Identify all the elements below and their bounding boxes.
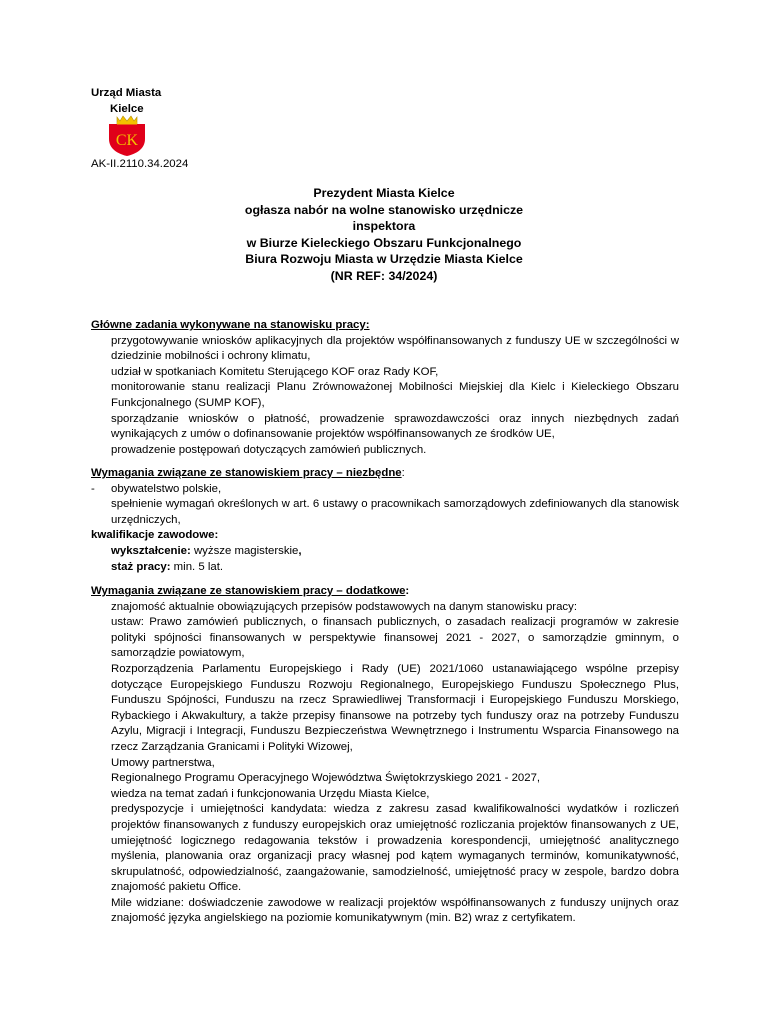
list-item-text: obywatelstwo polskie, <box>111 482 222 495</box>
required-section <box>91 466 679 575</box>
list-item: sporządzanie wniosków o płatność, prowadzenie sprawozdawczości oraz innych niezbędnych zadań wynikających z umów o dofinansowanie projektów współfinansowanych ze środków UE, <box>111 412 679 441</box>
additional-heading: Wymagania związane ze stanowiskiem pracy – dodatkowe <box>91 585 406 597</box>
list-item: przygotowywanie wniosków aplikacyjnych dla projektów współfinansowanych z funduszy UE w szczególności w dziedzinie mobilności i ochrony klimatu, <box>111 334 679 363</box>
title-line: w Biurze Kieleckiego Obszaru Funkcjonalnego <box>246 235 522 250</box>
list-item: ustaw: Prawo zamówień publicznych, o finansach publicznych, o zasadach realizacji programów w zakresie polityki spójności finansowanych w perspektywie finansowej 2021 - 2027, o samorządzie gminnym, o samorządzie powiatowym, <box>111 616 679 660</box>
list-item: spełnienie wymagań określonych w art. 6 ustawy o pracownikach samorządowych zdefiniowanych dla stanowisk urzędniczych, <box>111 498 679 526</box>
required-heading-colon: : <box>401 467 405 479</box>
org-name-line2: Kielce <box>110 102 144 115</box>
education-value: wyższe magisterskie <box>190 544 299 557</box>
list-item: prowadzenie postępowań dotyczących zamówień publicznych. <box>111 443 427 456</box>
additional-heading-line <box>91 584 679 600</box>
required-heading: Wymagania związane ze stanowiskiem pracy – niezbędne <box>91 467 402 479</box>
list-item: predyspozycje i umiejętności kandydata: wiedza z zakresu zasad kwalifikowalności wydatków i rozliczeń projektów finansowanych z funduszy europejskich oraz umiejętność rozliczania projektów finansowanych z UE, umiejętność logicznego redagowania tekstów i prowadzenia korespondencji, umiejętność analitycznego myślenia, planowania oraz organizacji pracy własnej pod kątem wymaganych terminów, komunikatywność, skrupulatność, odpowiedzialność, zaangażowanie, samodzielność, umiejętność pracy w zespole, bardzo dobra znajomość pakietu Office. <box>111 803 679 894</box>
dash-bullet: - <box>91 482 95 495</box>
list-item: Umowy partnerstwa, <box>111 756 215 769</box>
reference-number: AK-II.2110.34.2024 <box>91 158 189 170</box>
org-name-line1: Urząd Miasta <box>91 87 162 99</box>
experience-line <box>91 560 679 576</box>
list-item: Mile widziane: doświadczenie zawodowe w realizacji projektów współfinansowanych z funduszy unijnych oraz znajomość języka angielskiego na poziomie komunikatywnym (min. B2) wraz z certyfikatem. <box>111 896 679 925</box>
title-line: Biura Rozwoju Miasta w Urzędzie Miasta Kielce <box>245 252 523 267</box>
title-line: Prezydent Miasta Kielce <box>313 186 455 200</box>
title-line: inspektora <box>352 219 416 234</box>
organization-header <box>91 86 251 117</box>
list-item: monitorowanie stanu realizacji Planu Zrównoważonej Mobilności Miejskiej dla Kielc i Kieleckiego Obszaru Funkcjonalnego (SUMP KOF), <box>111 381 679 409</box>
list-item: udział w spotkaniach Komitetu Sterującego KOF oraz Rady KOF, <box>111 365 439 378</box>
required-heading-line <box>91 466 679 482</box>
list-item: Regionalnego Programu Operacyjnego Województwa Świętokrzyskiego 2021 - 2027, <box>111 772 541 785</box>
list-item: znajomość aktualnie obowiązujących przepisów podstawowych na danym stanowisku pracy: <box>111 600 577 613</box>
title-line: ogłasza nabór na wolne stanowisko urzędnicze <box>244 202 524 217</box>
kielce-crest-logo <box>108 115 146 157</box>
list-item: wiedza na temat zadań i funkcjonowania Urzędu Miasta Kielce, <box>111 787 430 800</box>
education-end: , <box>298 544 302 557</box>
crest-letters: CK <box>115 132 139 149</box>
list-item: Rozporządzenia Parlamentu Europejskiego i Rady (UE) 2021/1060 ustanawiającego wspólne przepisy dotyczące Europejskiego Funduszu Rozwoju Regionalnego, Europejskiego Funduszu Społecznego Plus, Funduszu Spójności, Funduszu na rzecz Sprawiedliwej Transformacji i Europejskiego Funduszu Morskiego, Rybackiego i Akwakultury, a także przepisy finansowe na potrzeby tych funduszy oraz na potrzeby Funduszu Azylu, Migracji i Integracji, Funduszu Bezpieczeństwa Wewnętrznego i Instrumentu Wsparcia Finansowego na rzecz Zarządzania Granicami i Polityki Wizowej, <box>111 662 679 753</box>
additional-heading-colon: : <box>405 585 410 597</box>
education-label: wykształcenie: <box>111 544 191 557</box>
experience-label: staż pracy: <box>111 560 171 573</box>
list-item <box>91 482 679 498</box>
education-line <box>91 544 679 560</box>
tasks-heading: Główne zadania wykonywane na stanowisku pracy: <box>91 319 370 331</box>
announcement-title <box>91 185 677 285</box>
title-line: (NR REF: 34/2024) <box>330 268 438 283</box>
experience-value: min. 5 lat. <box>170 560 224 573</box>
tasks-section <box>91 318 679 458</box>
qualifications-heading: kwalifikacje zawodowe: <box>91 529 219 542</box>
additional-section <box>91 584 679 927</box>
